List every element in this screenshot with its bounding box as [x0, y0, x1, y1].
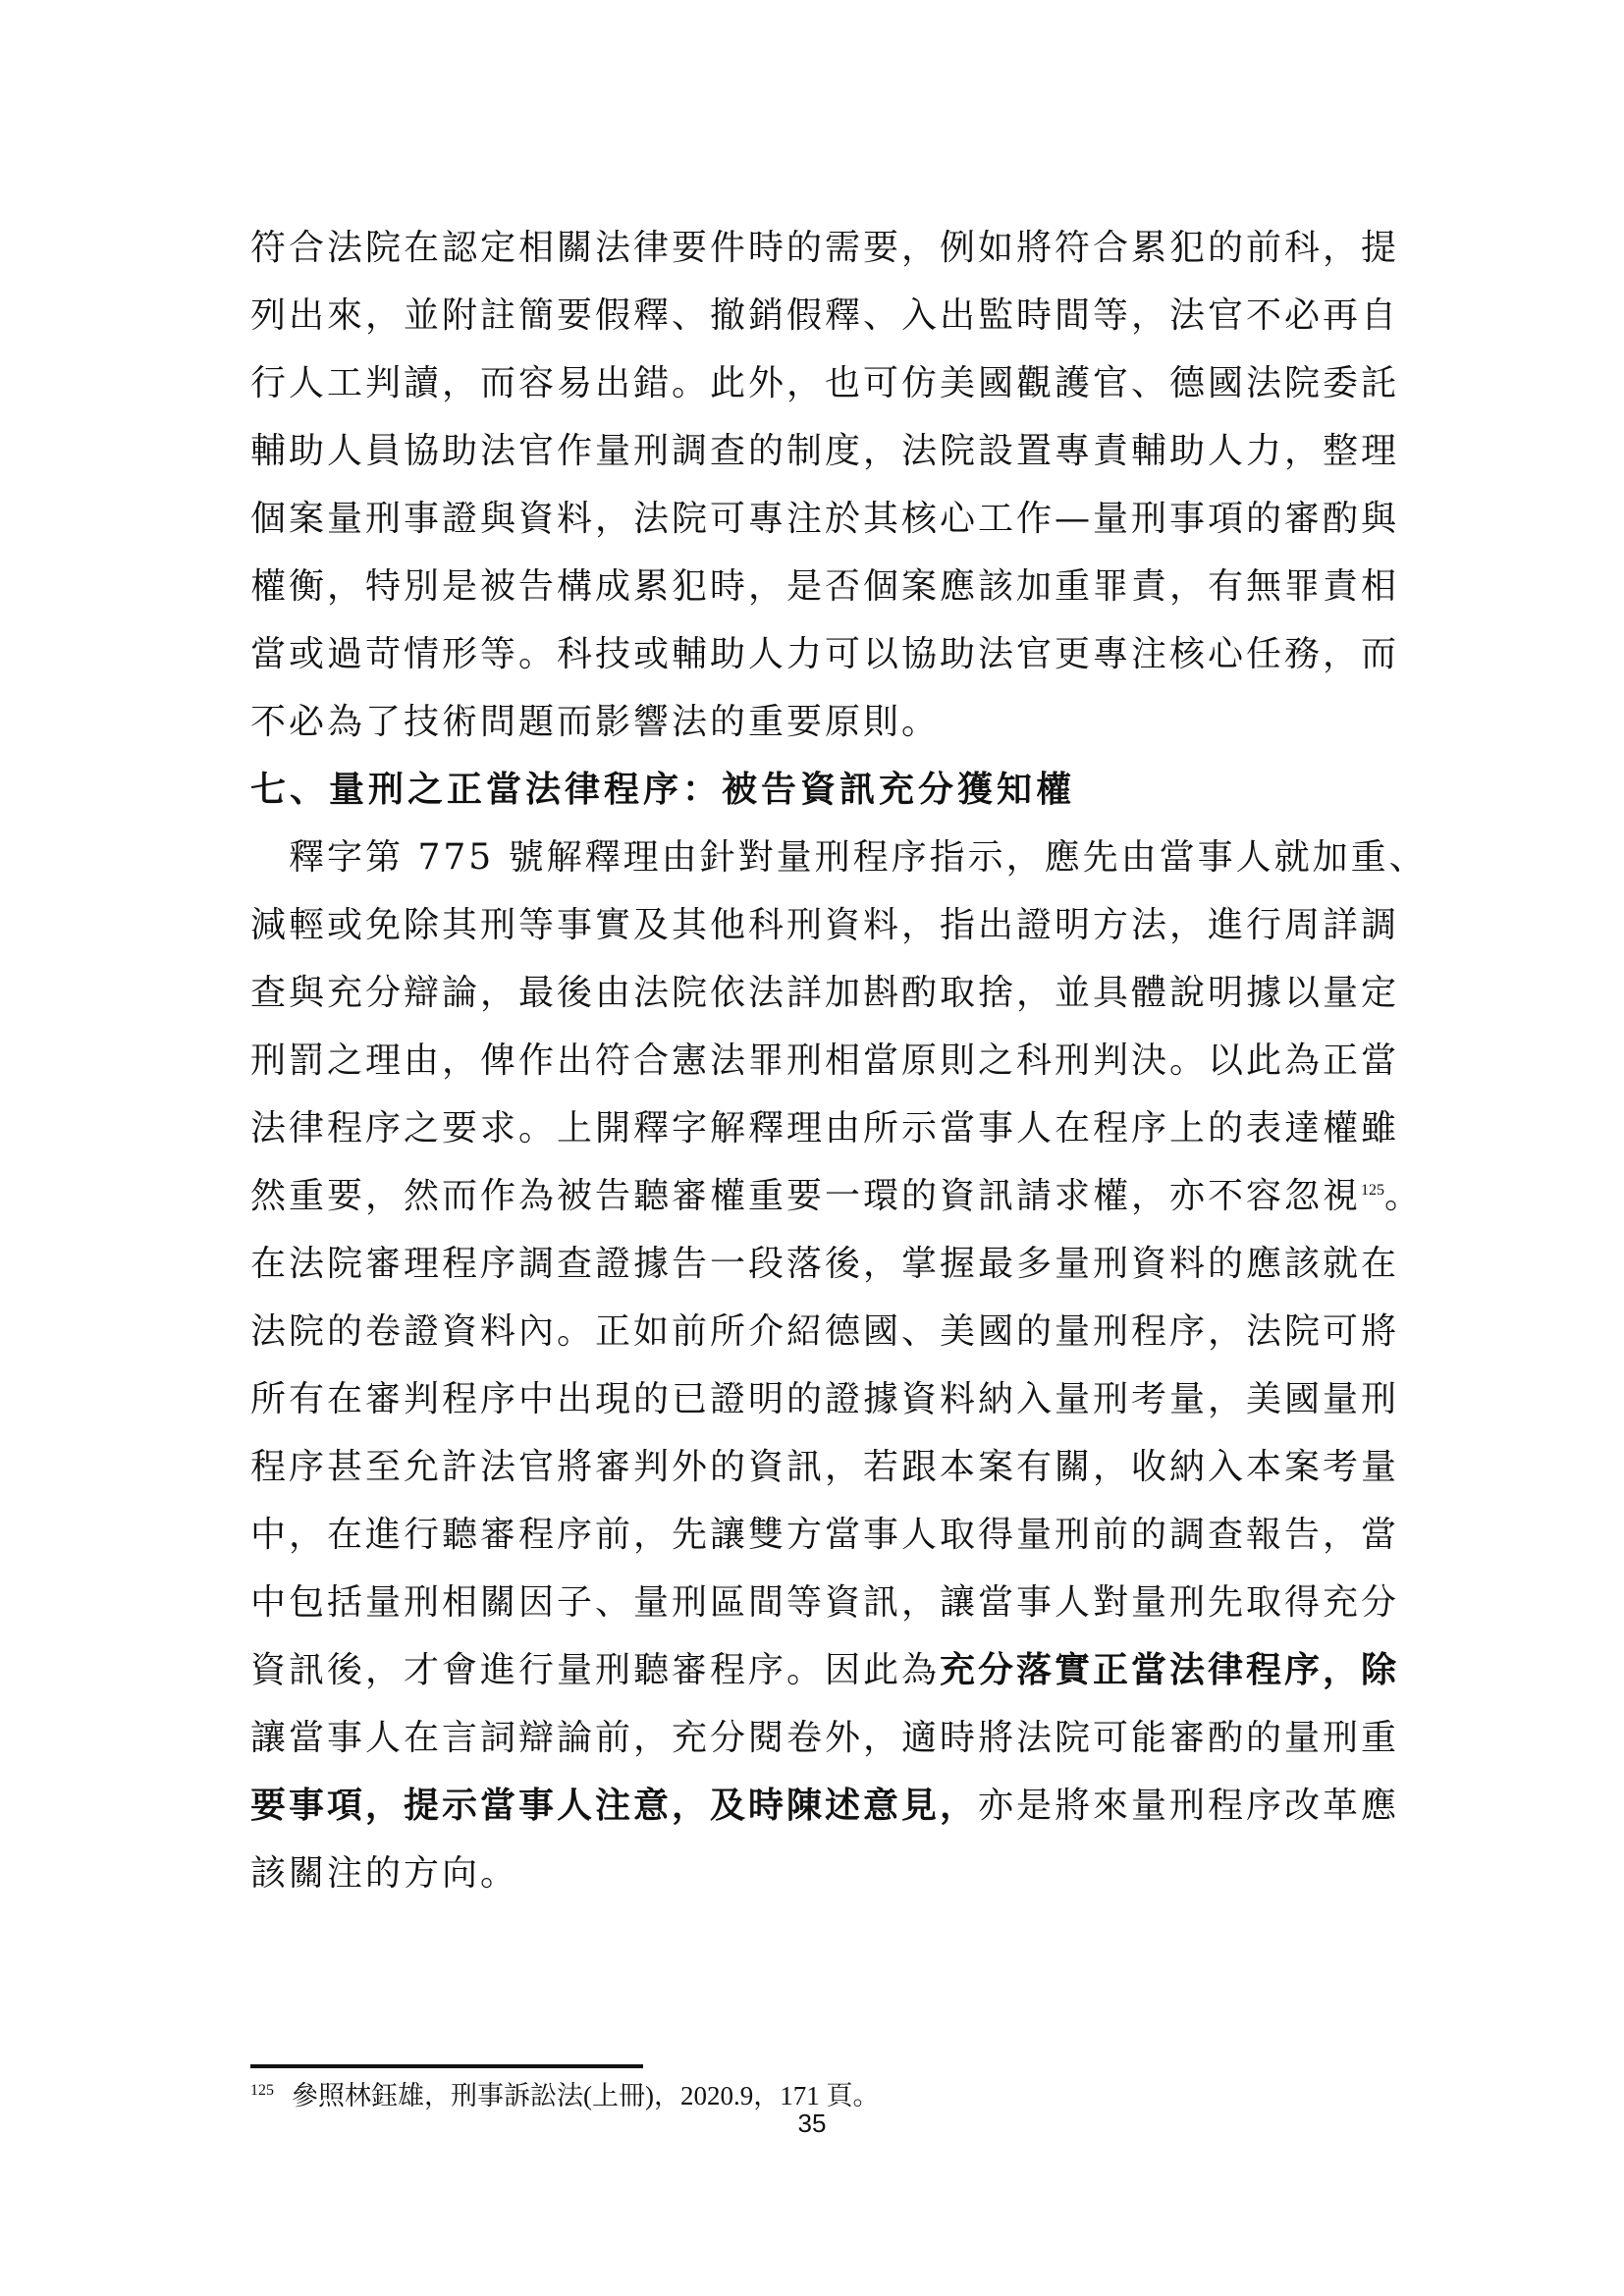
footnote-reference[interactable]: 125 [1361, 1182, 1385, 1199]
text-segment: 。 [1384, 1176, 1424, 1216]
text-line: 列出來，並附註簡要假釋、撤銷假釋、入出監時間等，法官不必再自 [250, 295, 1400, 336]
bold-text-segment: 要事項，提示當事人注意，及時陳述意見， [250, 1785, 979, 1826]
text-line: 減輕或免除其刑等事實及其他科刑資料，指出證明方法，進行周詳調 [250, 905, 1400, 945]
text-line-mixed [250, 1636, 1400, 1704]
text-line: 權衡，特別是被告構成累犯時，是否個案應該加重罪責，有無罪責相 [250, 566, 1400, 607]
text-line: 程序甚至允許法官將審判外的資訊，若跟本案有關，收納入本案考量 [250, 1447, 1400, 1487]
text-line-with-footnote [250, 1162, 1424, 1230]
text-line: 法院的卷證資料內。正如前所介紹德國、美國的量刑程序，法院可將 [250, 1311, 1400, 1352]
text-line-mixed [250, 1772, 1400, 1840]
text-line: 刑罰之理由，俾作出符合憲法罪刑相當原則之科刑判決。以此為正當 [250, 1041, 1400, 1081]
text-line: 輔助人員協助法官作量刑調查的制度，法院設置專責輔助人力，整理 [250, 431, 1400, 471]
text-line: 中，在進行聽審程序前，先讓雙方當事人取得量刑前的調查報告，當 [250, 1515, 1400, 1555]
footnote-separator [250, 2064, 643, 2068]
text-line: 行人工判讀，而容易出錯。此外，也可仿美國觀護官、德國法院委託 [250, 363, 1400, 403]
text-line: 在法院審理程序調查證據告一段落後，掌握最多量刑資料的應該就在 [250, 1244, 1400, 1284]
body-text [250, 214, 1428, 1907]
text-line: 查與充分辯論，最後由法院依法詳加斟酌取捨，並具體說明據以量定 [250, 973, 1400, 1013]
text-line: 符合法院在認定相關法律要件時的需要，例如將符合累犯的前科，提 [250, 228, 1400, 268]
text-segment: 資訊後，才會進行量刑聽審程序。因此為 [250, 1650, 941, 1690]
text-line: 中包括量刑相關因子、量刑區間等資訊，讓當事人對量刑先取得充分 [250, 1582, 1400, 1623]
text-segment: 然重要，然而作為被告聽審權重要一環的資訊請求權，亦不容忽視 [250, 1176, 1362, 1216]
text-line: 釋字第 775 號解釋理由針對量刑程序指示，應先由當事人就加重、 [250, 837, 1428, 878]
page-number: 35 [797, 2109, 827, 2138]
text-segment: 亦是將來量刑程序改革應 [978, 1786, 1400, 1826]
bold-text-line: 讓當事人在言詞辯論前，充分閱卷外，適時將法院可能審酌的量刑重 [250, 1718, 1400, 1758]
section-heading: 七、量刑之正當法律程序：被告資訊充分獲知權 [250, 769, 1076, 810]
text-line: 法律程序之要求。上開釋字解釋理由所示當事人在程序上的表達權雖 [250, 1108, 1400, 1148]
text-line: 個案量刑事證與資料，法院可專注於其核心工作—量刑事項的審酌與 [250, 499, 1400, 539]
footnote-text: 參照林鈺雄，刑事訴訟法(上冊)，2020.9，171 頁。 [292, 2081, 880, 2110]
text-line: 當或過苛情形等。科技或輔助人力可以協助法官更專注核心任務，而 [250, 634, 1400, 674]
text-line: 不必為了技術問題而影響法的重要原則。 [250, 702, 941, 742]
text-line: 該關注的方向。 [250, 1853, 519, 1894]
text-line: 所有在審判程序中出現的已證明的證據資料納入量刑考量，美國量刑 [250, 1379, 1400, 1419]
bold-text-segment: 充分落實正當法律程序，除 [940, 1649, 1400, 1690]
footnote [250, 2074, 879, 2112]
footnote-number: 125 [250, 2082, 274, 2099]
